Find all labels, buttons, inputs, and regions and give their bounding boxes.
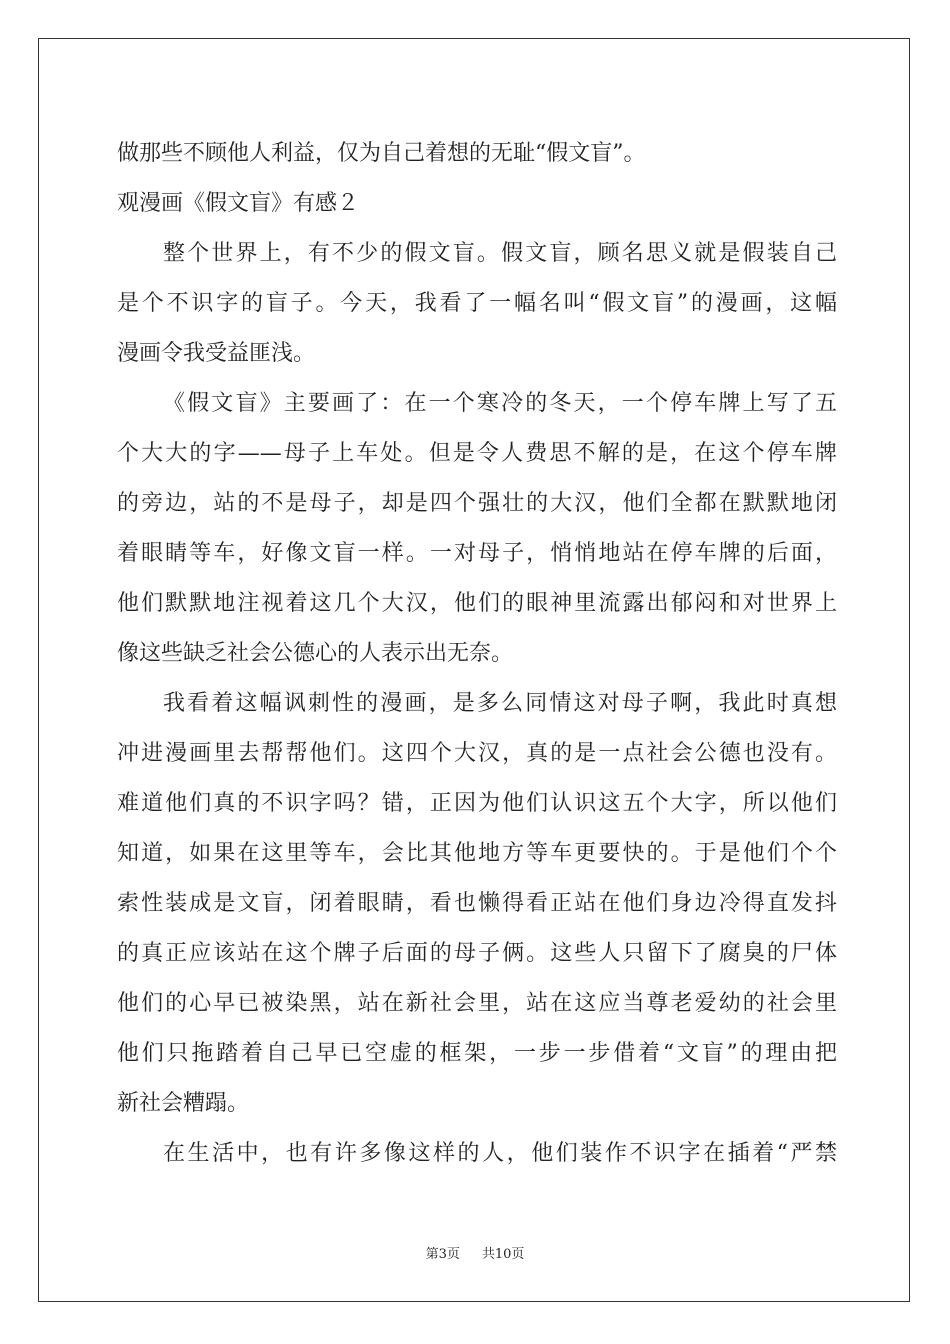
text-line: 《假文盲》主要画了：在一个寒冷的冬天，一个停车牌上写了五	[163, 391, 837, 416]
text-line: 是个不识字的盲子。今天，我看了一幅名叫“假文盲”的漫画，这幅	[117, 291, 837, 316]
text-line: 知道，如果在这里等车，会比其他地方等车更要快的。于是他们个个	[117, 841, 837, 866]
text-line: 个大大的字——母子上车处。但是令人费思不解的是，在这个停车牌	[117, 441, 837, 466]
text-line: 漫画令我受益匪浅。	[117, 341, 316, 366]
text-line: 着眼睛等车，好像文盲一样。一对母子，悄悄地站在停车牌的后面，	[117, 541, 837, 566]
text-line: 整个世界上，有不少的假文盲。假文盲，顾名思义就是假装自己	[163, 241, 837, 266]
text-line: 的真正应该站在这个牌子后面的母子俩。这些人只留下了腐臭的尸体	[117, 941, 837, 966]
page-total: 共10页	[481, 1247, 525, 1262]
text-line: 做那些不顾他人利益，仅为自己着想的无耻“假文盲”。	[117, 141, 646, 166]
text-line: 在生活中，也有许多像这样的人，他们装作不识字在插着“严禁	[163, 1141, 837, 1166]
section-heading: 观漫画《假文盲》有感２	[117, 191, 360, 216]
page-footer	[0, 1243, 950, 1262]
page-number: 第3页	[425, 1247, 460, 1262]
text-line: 他们只拖踏着自己早已空虚的框架，一步一步借着“文盲”的理由把	[117, 1041, 837, 1066]
text-line: 索性装成是文盲，闭着眼睛，看也懒得看正站在他们身边冷得直发抖	[117, 891, 837, 916]
text-line: 新社会糟蹋。	[117, 1091, 250, 1116]
text-line: 他们默默地注视着这几个大汉，他们的眼神里流露出郁闷和对世界上	[117, 591, 837, 616]
text-line: 他们的心早已被染黑，站在新社会里，站在这应当尊老爱幼的社会里	[117, 991, 837, 1016]
text-line: 难道他们真的不识字吗？错，正因为他们认识这五个大字，所以他们	[117, 791, 837, 816]
text-line: 冲进漫画里去帮帮他们。这四个大汉，真的是一点社会公德也没有。	[117, 741, 837, 766]
text-line: 我看着这幅讽刺性的漫画，是多么同情这对母子啊，我此时真想	[163, 691, 837, 716]
document-body	[117, 129, 837, 1179]
text-line: 像这些缺乏社会公德心的人表示出无奈。	[117, 641, 514, 666]
text-line: 的旁边，站的不是母子，却是四个强壮的大汉，他们全都在默默地闭	[117, 491, 837, 516]
